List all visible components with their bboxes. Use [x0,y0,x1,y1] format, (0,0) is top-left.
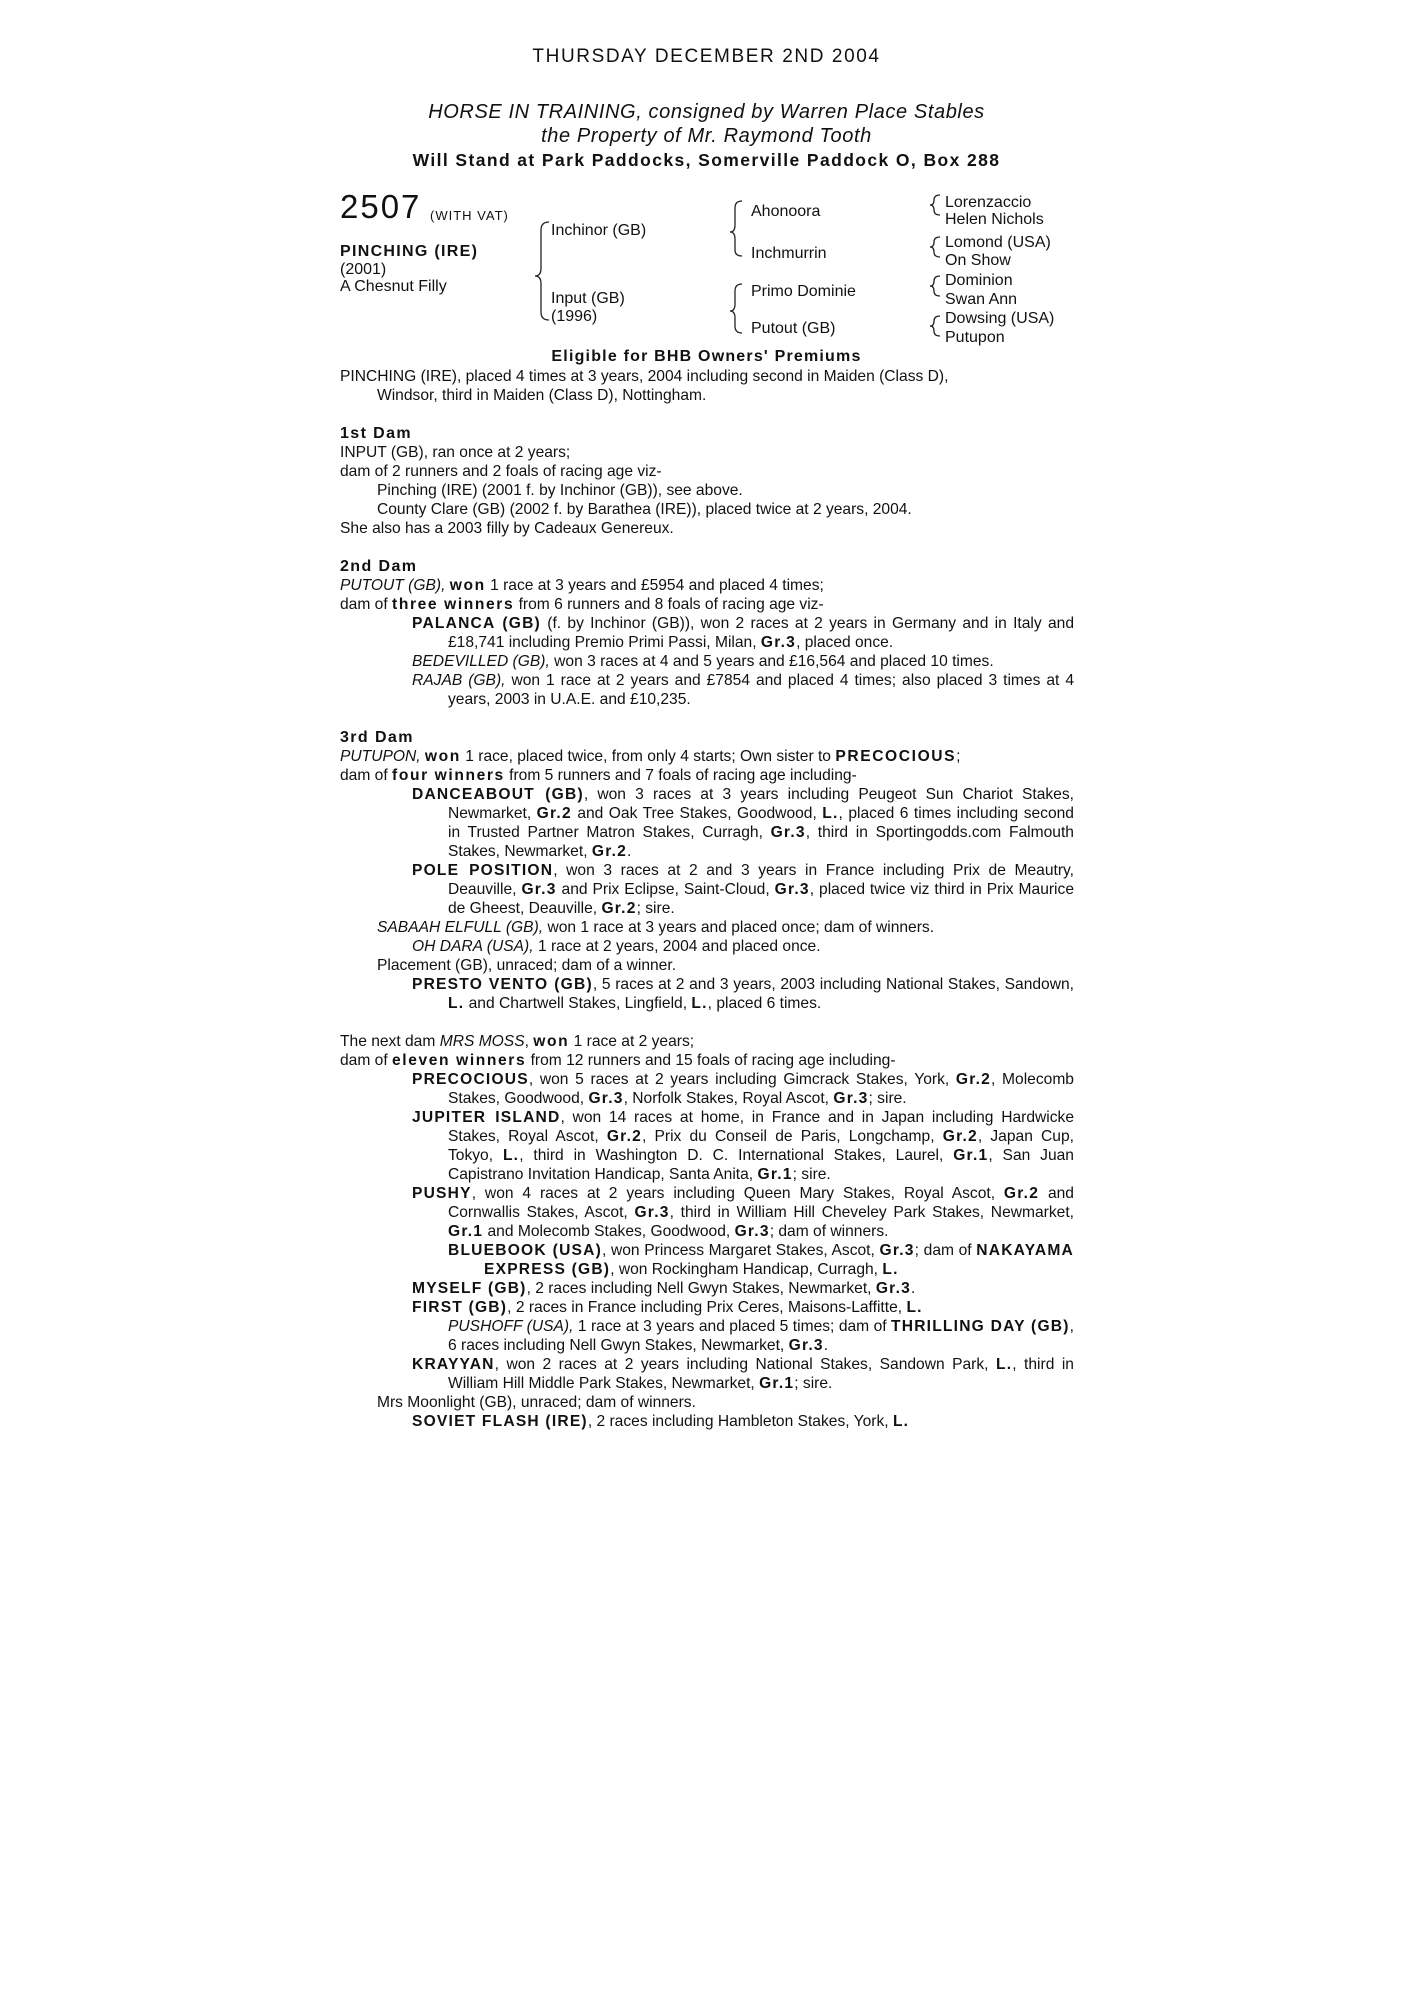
won-label: won [424,748,461,765]
third-dam-heading: 3rd Dam [340,729,414,746]
horse-name: PRESTO VENTO (GB) [412,976,593,993]
pedigree-gg-3: Lomond (USA) [945,234,1051,251]
grade: Gr.2 [591,843,628,860]
grade: Gr.2 [606,1128,642,1145]
text: won 1 race at 2 years and £7854 and placed 4 times; also placed 3 times at 4 years, 2003 in U.A.E. and £10,235. [448,672,1074,708]
text: and Chartwell Stakes, Lingfield, [468,995,688,1012]
produce-entry [340,975,1074,1013]
premium-eligibility: Eligible for BHB Owners' Premiums [551,348,862,365]
horse-name: BLUEBOOK (USA) [448,1242,602,1259]
race-record: PINCHING (IRE), placed 4 times at 3 years, 2004 including second in Maiden (Class D), [340,368,949,385]
grade: Gr.3 [588,1090,624,1107]
horse-name: DANCEABOUT (GB) [412,786,584,803]
text: from 6 runners and 8 foals of racing age viz- [518,596,824,613]
produce-entry: Mrs Moonlight (GB), unraced; dam of winners. [377,1394,696,1411]
text: , 2 races in France including Prix Ceres, Maisons-Laffitte, [507,1299,903,1316]
text: , Japan Cup, Tokyo, [448,1128,1074,1164]
text: , won Princess Margaret Stakes, Ascot, [602,1242,875,1259]
grade: L. [448,995,465,1012]
text: from 12 runners and 15 foals of racing age including- [530,1052,896,1069]
grade: Gr.1 [757,1166,793,1183]
horse-description: A Chesnut Filly [340,278,447,295]
pedigree-dam-sire: Primo Dominie [751,283,856,300]
text: ; sire. [792,1166,831,1183]
second-dam-record: 1 race at 3 years and £5954 and placed 4 times; [490,577,824,594]
text: , third in Washington D. C. International Stakes, Laurel, [519,1147,944,1164]
horse-name: PRECOCIOUS [835,748,957,765]
grade: Gr.1 [448,1223,484,1240]
horse-name: PINCHING (IRE) [340,243,479,260]
produce-entry [340,614,1074,652]
pedigree-sire-sire: Ahonoora [751,203,821,220]
text: , 2 races including Nell Gwyn Stakes, Newmarket, [526,1280,872,1297]
horse-name: POLE POSITION [412,862,554,879]
text: , [524,1033,529,1050]
horse-name: SOVIET FLASH (IRE) [412,1413,588,1430]
won-label: won [533,1033,570,1050]
next-dam-line [340,1051,1074,1070]
grade: Gr.2 [1003,1185,1040,1202]
text: , won 2 races at 2 years including National Stakes, Sandown Park, [494,1356,989,1373]
text: , placed once. [796,634,894,651]
consignment-line-1: HORSE IN TRAINING, consigned by Warren Place Stables [428,101,985,123]
grade: Gr.2 [955,1071,992,1088]
second-dam-name: PUTOUT (GB), [340,577,446,594]
third-dam-name: PUTUPON, [340,748,421,765]
text: ; sire. [868,1090,907,1107]
text: , third in Sportingodds.com Falmouth Stakes, Newmarket, [448,824,1074,860]
produce-entry [340,937,1074,956]
pedigree-gg-8: Putupon [945,329,1005,346]
produce-entry [340,1241,1074,1279]
pedigree-dam: Input (GB) [551,290,625,307]
grade: Gr.3 [833,1090,869,1107]
second-dam-heading: 2nd Dam [340,558,418,575]
first-dam-line: dam of 2 runners and 2 foals of racing age viz- [340,463,662,480]
grade: L. [995,1356,1013,1373]
horse-name: KRAYYAN [412,1356,495,1373]
grade: L. [822,805,839,822]
horse-name: MYSELF (GB) [412,1280,527,1297]
text: , 5 races at 2 and 3 years, 2003 including National Stakes, Sandown, [592,976,1074,993]
produce-entry [340,1184,1074,1241]
text: . [911,1280,916,1297]
text: , won 4 races at 2 years including Queen Mary Stakes, Royal Ascot, [471,1185,996,1202]
text: 1 race at 3 years and placed 5 times; dam of [577,1318,887,1335]
produce-entry [340,861,1074,918]
produce-entry [340,1355,1074,1393]
grade: Gr.3 [875,1280,911,1297]
horse-name: PALANCA (GB) [412,615,541,632]
horse-name: PRECOCIOUS [412,1071,529,1088]
first-dam-note: She also has a 2003 filly by Cadeaux Genereux. [340,520,674,537]
grade: Gr.1 [759,1375,795,1392]
grade: Gr.3 [734,1223,770,1240]
text: ; sire. [794,1375,833,1392]
grade: Gr.3 [879,1242,915,1259]
text: , placed 6 times. [707,995,822,1012]
next-dam-name: MRS MOSS [439,1033,525,1050]
text: , won 3 races at 2 and 3 years in France including Prix de Meautry, Deauville, [448,862,1074,898]
text: , Molecomb Stakes, Goodwood, [448,1071,1074,1107]
text: and Oak Tree Stakes, Goodwood, [577,805,817,822]
produce-entry [340,652,1074,671]
text: ; dam of [914,1242,972,1259]
produce-entry [340,1412,1074,1431]
grade: Gr.1 [953,1147,989,1164]
horse-name: OH DARA (USA), [412,938,534,955]
won-label: won [449,577,486,594]
grade: Gr.3 [521,881,557,898]
text: (f. by Inchinor (GB)), won 2 races at 2 years in Germany and in Italy and £18,741 including Premio Primi Passi, Milan, [448,615,1074,651]
text: 1 race, placed twice, from only 4 starts; Own sister to [465,748,831,765]
text: ; [956,748,961,765]
text: ; dam of winners. [769,1223,889,1240]
stand-location: Will Stand at Park Paddocks, Somerville Paddock O, Box 288 [412,150,1001,170]
second-dam-line [340,595,1074,614]
horse-name: PUSHOFF (USA), [448,1318,574,1335]
text: , 2 races including Hambleton Stakes, York, [587,1413,889,1430]
text: , third in William Hill Cheveley Park Stakes, Newmarket, [669,1204,1074,1221]
horse-year: (2001) [340,261,387,278]
pedigree-gg-1: Lorenzaccio [945,194,1032,211]
winners-count: four winners [392,767,505,784]
vat-note: (WITH VAT) [430,208,509,223]
first-dam-line: INPUT (GB), ran once at 2 years; [340,444,571,461]
text: 1 race at 2 years, 2004 and placed once. [537,938,821,955]
text: , placed 6 times including second in Trusted Partner Matron Stakes, Curragh, [448,805,1074,841]
horse-name: JUPITER ISLAND [412,1109,561,1126]
text: ; sire. [636,900,675,917]
grade: Gr.3 [760,634,797,651]
pedigree-gg-7: Dowsing (USA) [945,310,1055,327]
second-dam-line [340,576,1074,595]
text: won 1 race at 3 years and placed once; dam of winners. [547,919,935,936]
text: from 5 runners and 7 foals of racing age including- [509,767,857,784]
text: , Prix du Conseil de Paris, Longchamp, [642,1128,935,1145]
pedigree-dam-year: (1996) [551,308,598,325]
text: , third in William Hill Middle Park Stakes, Newmarket, [448,1356,1074,1392]
produce-entry [340,1317,1074,1355]
grade: Gr.3 [770,824,806,841]
produce-entry [340,1279,1074,1298]
grade: L. [882,1261,899,1278]
lot-number: 2507 [340,188,422,225]
text: . [627,843,632,860]
horse-name: NAKAYAMA EXPRESS (GB) [484,1242,1074,1278]
text: The next dam [340,1033,436,1050]
text: , won 14 races at home, in France and in Japan including Hardwicke Stakes, Royal Ascot, [448,1109,1075,1145]
grade: Gr.2 [536,805,572,822]
text: and Molecomb Stakes, Goodwood, [487,1223,731,1240]
text: dam of [340,767,388,784]
produce-entry [340,785,1074,861]
sale-date: THURSDAY DECEMBER 2ND 2004 [532,46,881,67]
produce-entry: Placement (GB), unraced; dam of a winner. [377,957,677,974]
catalogue-body [340,367,1074,1431]
grade: L. [892,1413,910,1430]
text: , won 3 races at 3 years including Peugeot Sun Chariot Stakes, Newmarket, [448,786,1074,822]
next-dam-line [340,1032,1074,1051]
horse-name: FIRST (GB) [412,1299,508,1316]
text: , placed twice viz third in Prix Maurice de Gheest, Deauville, [448,881,1074,917]
grade: Gr.3 [634,1204,670,1221]
third-dam-line [340,747,1074,766]
grade: Gr.2 [942,1128,978,1145]
first-dam-produce: Pinching (IRE) (2001 f. by Inchinor (GB)), see above. [377,482,743,499]
produce-entry [340,671,1074,709]
pedigree-sire-dam: Inchmurrin [751,245,827,262]
race-record-cont: Windsor, third in Maiden (Class D), Nottingham. [377,387,707,404]
pedigree-sire: Inchinor (GB) [551,222,647,239]
horse-name: THRILLING DAY (GB) [891,1318,1070,1335]
winners-count: eleven winners [392,1052,527,1069]
pedigree-gg-4: On Show [945,252,1011,269]
text: dam of [340,596,388,613]
text: and Cornwallis Stakes, Ascot, [448,1185,1074,1221]
grade: Gr.2 [601,900,637,917]
text: won 3 races at 4 and 5 years and £16,564 and placed 10 times. [554,653,994,670]
text: , won Rockingham Handicap, Curragh, [610,1261,879,1278]
text: , won 5 races at 2 years including Gimcrack Stakes, York, [528,1071,950,1088]
third-dam-line [340,766,1074,785]
horse-name: BEDEVILLED (GB), [412,653,550,670]
text: , 6 races including Nell Gwyn Stakes, Newmarket, [448,1318,1074,1354]
grade: Gr.3 [774,881,810,898]
first-dam-heading: 1st Dam [340,425,413,442]
pedigree-dam-dam: Putout (GB) [751,320,836,337]
text: and Prix Eclipse, Saint-Cloud, [561,881,770,898]
pedigree-gg-6: Swan Ann [945,291,1018,308]
text: , San Juan Capistrano Invitation Handicap, Santa Anita, [448,1147,1074,1183]
winners-count: three winners [392,596,515,613]
horse-name: RAJAB (GB), [412,672,506,689]
grade: L. [502,1147,520,1164]
text: , Norfolk Stakes, Royal Ascot, [623,1090,830,1107]
pedigree-gg-2: Helen Nichols [945,211,1044,228]
produce-entry [340,1070,1074,1108]
first-dam-produce: County Clare (GB) (2002 f. by Barathea (IRE)), placed twice at 2 years, 2004. [377,501,912,518]
grade: Gr.3 [788,1337,824,1354]
produce-entry [340,1108,1074,1184]
horse-name: PUSHY [412,1185,472,1202]
text: 1 race at 2 years; [573,1033,695,1050]
produce-entry [340,918,1074,937]
text: . [823,1337,829,1354]
consignment-line-2: the Property of Mr. Raymond Tooth [541,125,872,147]
horse-name: SABAAH ELFULL (GB), [377,919,544,936]
text: dam of [340,1052,388,1069]
grade: L. [906,1299,923,1316]
pedigree-gg-5: Dominion [945,272,1013,289]
grade: L. [691,995,708,1012]
produce-entry [340,1298,1074,1317]
